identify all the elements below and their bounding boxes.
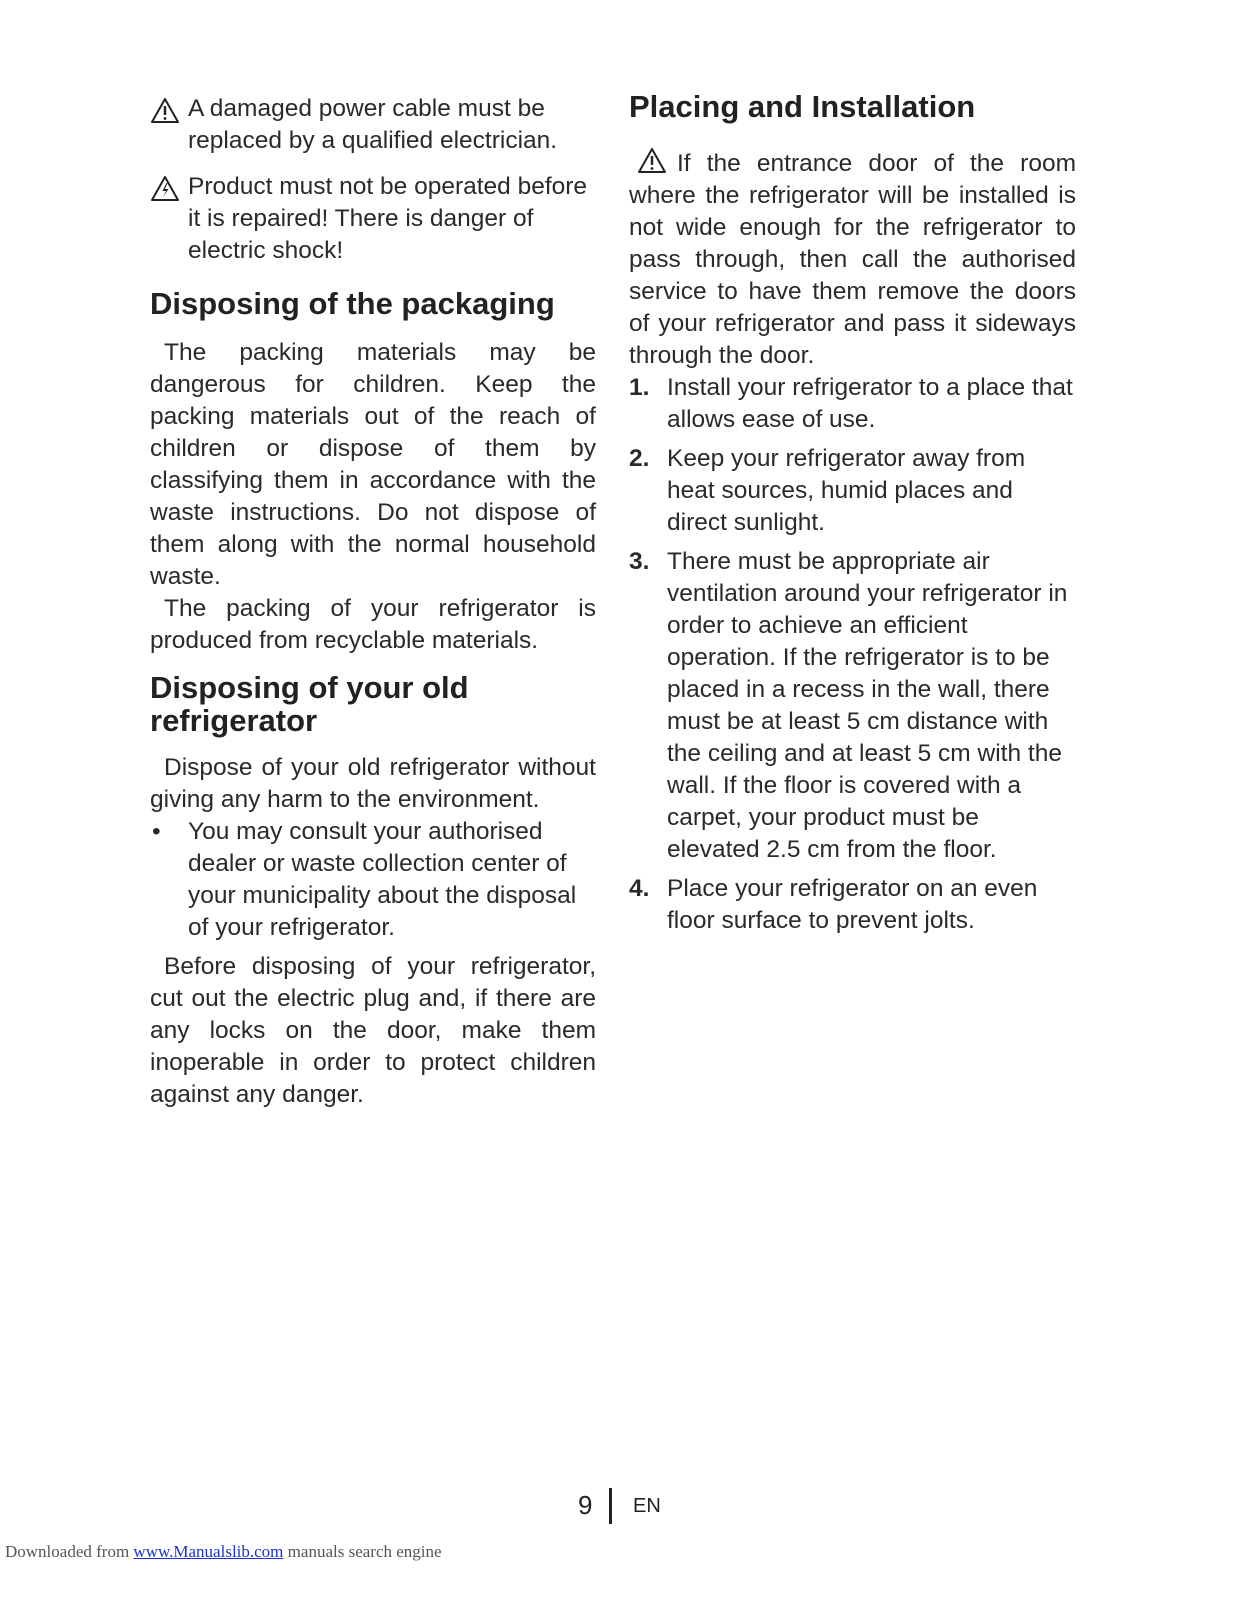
footer-suffix: manuals search engine: [283, 1542, 442, 1561]
warning-text: If the entrance door of the room where the refrigerator will be installed is not wide enough for the refrigerator to pass through, then call the authorised service to have them remove the doors of your refrigerator and pass it sideways through the door.: [629, 150, 1076, 369]
page-number-divider: [609, 1488, 612, 1524]
paragraph-entrance-door-warning: [629, 147, 1076, 372]
warning-text: Product must not be operated before it is repaired! There is danger of electric shock!: [188, 173, 588, 264]
heading-placing-installation: Placing and Installation: [629, 89, 976, 124]
right-column: [629, 88, 1076, 937]
bullet-text: You may consult your authorised dealer or waste collection center of your municipality about the disposal of your refrigerator.: [188, 818, 577, 941]
warning-triangle-icon: [150, 97, 180, 124]
item-number: 1.: [629, 374, 650, 401]
list-item: [629, 546, 1076, 866]
heading-disposing-old-refrigerator: Disposing of your old refrigerator: [150, 670, 469, 738]
heading-disposing-packaging: Disposing of the packaging: [150, 286, 555, 321]
item-number: 4.: [629, 875, 650, 902]
item-text: Place your refrigerator on an even floor surface to prevent jolts.: [667, 875, 1038, 934]
paragraph-cut-plug: Before disposing of your refrigerator, cut out the electric plug and, if there are any locks on the door, make them inoperable in order to protect children against any danger.: [150, 953, 596, 1108]
list-item: [629, 443, 1076, 539]
page-number: 9: [578, 1490, 593, 1520]
electric-shock-warning-icon: [150, 175, 180, 202]
language-code: EN: [633, 1495, 661, 1517]
item-text: Keep your refrigerator away from heat sources, humid places and direct sunlight.: [667, 445, 1026, 536]
footer-prefix: Downloaded from: [5, 1542, 134, 1561]
list-item: [150, 816, 596, 944]
paragraph-packaging-danger: The packing materials may be dangerous for children. Keep the packing materials out of the reach of children or dispose of them by classifying them in accordance with the waste instructions. Do not dispose of them along with the normal household waste.: [150, 339, 596, 590]
paragraph-packaging-recyclable: The packing of your refrigerator is produced from recyclable materials.: [150, 595, 596, 654]
list-item: [629, 372, 1076, 436]
item-number: 3.: [629, 548, 650, 575]
warning-text: A damaged power cable must be replaced by a qualified electrician.: [188, 95, 558, 154]
item-number: 2.: [629, 445, 650, 472]
download-footer: [5, 1542, 442, 1562]
warning-electric-shock: [150, 171, 596, 267]
warning-damaged-cable: [150, 93, 596, 157]
warning-triangle-icon: [637, 147, 667, 174]
paragraph-dispose-environment: Dispose of your old refrigerator without giving any harm to the environment.: [150, 754, 596, 813]
manualslib-link[interactable]: www.Manualslib.com: [133, 1542, 284, 1561]
bullet-marker: •: [152, 818, 161, 845]
item-text: Install your refrigerator to a place that allows ease of use.: [667, 374, 1073, 433]
list-item: [629, 873, 1076, 937]
item-text: There must be appropriate air ventilation around your refrigerator in order to achieve an efficient operation. If the refrigerator is to be placed in a recess in the wall, there must be at least 5 cm distance with the ceiling and at least 5 cm with the wall. If the floor is covered with a carpet, your product must be elevated 2.5 cm from the floor.: [667, 548, 1068, 863]
left-column: [150, 88, 596, 1111]
